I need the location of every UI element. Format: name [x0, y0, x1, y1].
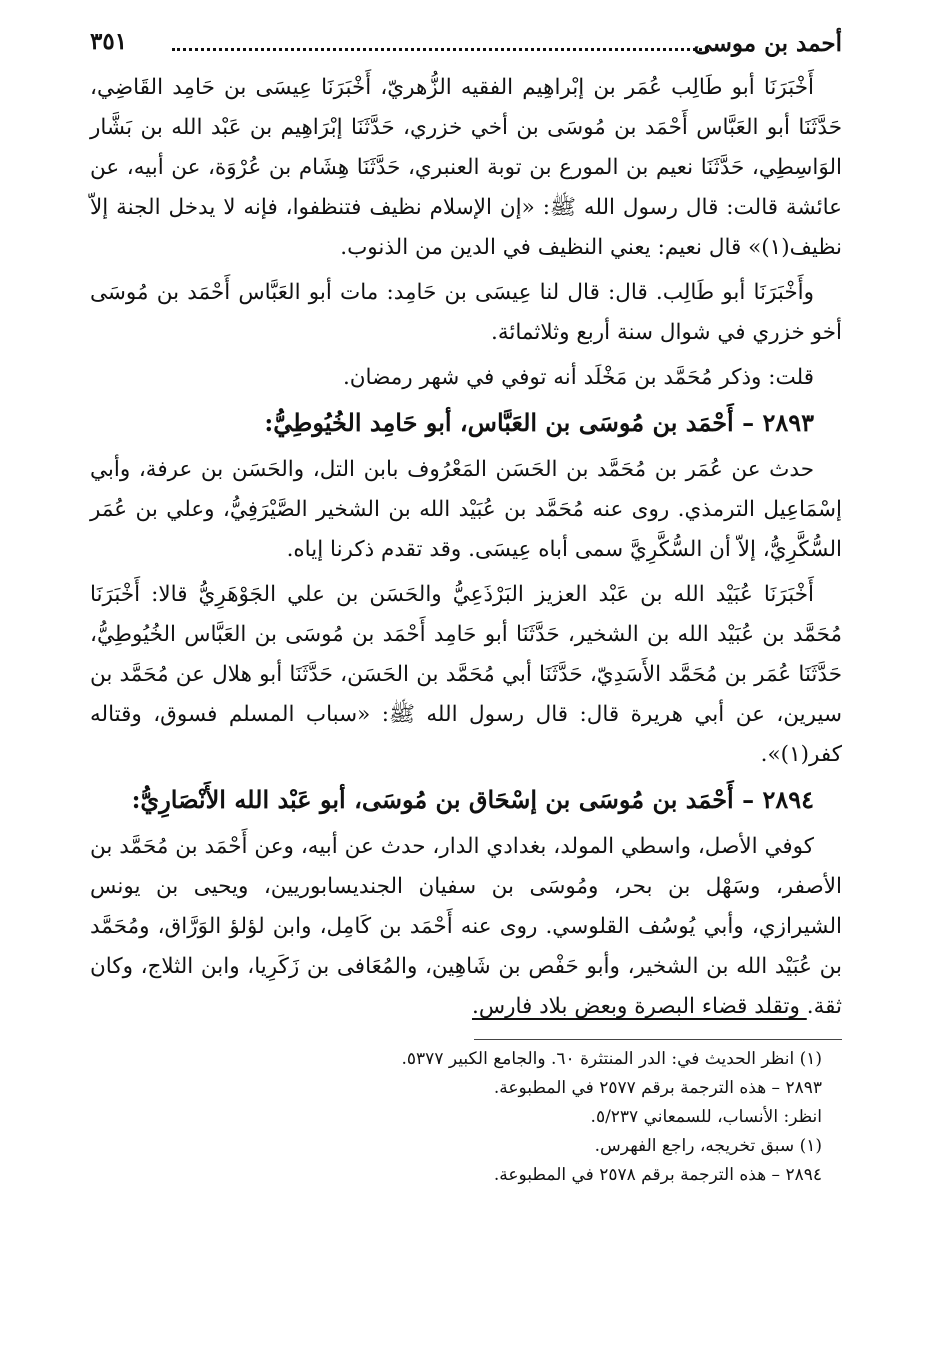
footnote-5: ٢٨٩٤ – هذه الترجمة برقم ٢٥٧٨ في المطبوعة. [493, 1165, 822, 1185]
entry-2893-hadith: أَخْبَرَنَا عُبَيْد الله بن عَبْد العزيز البَرْذَعِيُّ والحَسَن بن علي الجَوْهَرِيُّ قالا: أَخْبَرَنَا مُحَمَّد بن عُبَيْد الله بن الشخير، حَدَّثَنَا أبو حَامِد أَحْمَد بن مُوسَى بن العَبَّاس الخُيُوطِيُّ، حَدَّثَنَا عُمَر بن مُحَمَّد الأَسَدِيّ، حَدَّثَنَا أبي مُحَمَّد بن الحَسَن، حَدَّثَنَا أبو هلال عن مُحَمَّد بن سيرين، عن أبي هريرة قال: قال رسول الله ﷺ: «سباب المسلم فسوق، وقتاله كفر(١)». [90, 582, 842, 767]
footnote-3: انظر: الأنساب، للسمعاني ٥/٢٣٧. [590, 1107, 822, 1127]
page-header [90, 24, 842, 68]
entry-title-2893: ٢٨٩٣ – أَحْمَد بن مُوسَى بن العَبَّاس، أبو حَامِد الخُيُوطِيُّ: [264, 408, 814, 437]
footnote-1: (١) انظر الحديث في: الدر المنتثرة ٦٠. والجامع الكبير ٥٣٧٧. [401, 1049, 822, 1069]
paragraph-hadith-cleanliness: أَخْبَرَنَا أبو طَالِب عُمَر بن إبْراهِيم الفقيه الزُّهريّ، أَخْبَرَنَا عِيسَى بن حَامِد القَاضِي، حَدَّثَنَا أبو العَبَّاس أَحْمَد بن مُوسَى بن أخي خزري، حَدَّثَنَا إبْرَاهِيم بن عَبْد الله بن بَشَّار الوَاسِطِي، حَدَّثَنَا نعيم بن المورع بن توبة العنبري، حَدَّثَنَا هِشَام بن عُرْوَة، عن أبيه، عن عائشة قالت: قال رسول الله ﷺ: «إن الإسلام نظيف فتنظفوا، فإنه لا يدخل الجنة إلاّ نظيف(١)» قال نعيم: يعني النظيف في الدين من الذنوب. [90, 75, 842, 260]
running-title: أحمد بن موسى [693, 30, 842, 57]
footnotes [90, 1046, 842, 1189]
footnote-4: (١) سبق تخريجه، راجع الفهرس. [594, 1136, 822, 1156]
page-number: ٣٥١ [90, 28, 128, 55]
entry-title-2894: ٢٨٩٤ – أَحْمَد بن مُوسَى بن إسْحَاق بن مُوسَى، أبو عَبْد الله الأَنْصَارِيُّ: [131, 785, 814, 814]
entry-2893-biography: حدث عن عُمَر بن مُحَمَّد بن الحَسَن المَعْرُوف بابن التل، والحَسَن بن عرفة، وأبي إسْمَاعِيل الترمذي. روى عنه مُحَمَّد بن عُبَيْد الله بن الشخير الصَّيْرَفِيُّ، وعلي بن عُمَر السُّكَّرِيُّ، إلاّ أن السُّكَّرِيَّ سمى أباه عِيسَى. وقد تقدم ذكرنا إياه. [90, 457, 842, 562]
footnote-divider [474, 1039, 842, 1040]
book-page [90, 24, 842, 1189]
entry-2894-underlined-text: وتقلد قضاء البصرة وبعض بلاد فارس. [471, 994, 807, 1019]
footnote-2: ٢٨٩٣ – هذه الترجمة برقم ٢٥٧٧ في المطبوعة. [493, 1078, 822, 1098]
paragraph-death-note: وأَخْبَرَنَا أبو طَالِب. قال: قال لنا عِيسَى بن حَامِد: مات أبو العَبَّاس أَحْمَد بن مُوسَى أخو خزري في شوال سنة أربع وثلاثمائة. [90, 280, 842, 345]
entry-2894-biography-text: كوفي الأصل، واسطي المولد، بغدادي الدار، حدث عن أبيه، وعن أَحْمَد بن مُحَمَّد بن الأصفر، وسَهْل بن بحر، ومُوسَى بن سفيان الجنديسابوريين، ويحيى بن يونس الشيرازي، وأبي يُوسُف القلوسي. روى عنه أَحْمَد بن كَامِل، وابن لؤلؤ الوَرَّاق، ومُحَمَّد بن عُبَيْد الله بن الشخير، وأبو حَفْص بن شَاهِين، والمُعَافى بن زَكَرِيا، وابن الثلاج، وكان ثقة. [90, 834, 842, 1019]
paragraph-author-note: قلت: وذكر مُحَمَّد بن مَخْلَد أنه توفي في شهر رمضان. [342, 365, 814, 390]
header-dot-leader [172, 48, 714, 51]
entry-2894-biography [90, 827, 842, 1027]
